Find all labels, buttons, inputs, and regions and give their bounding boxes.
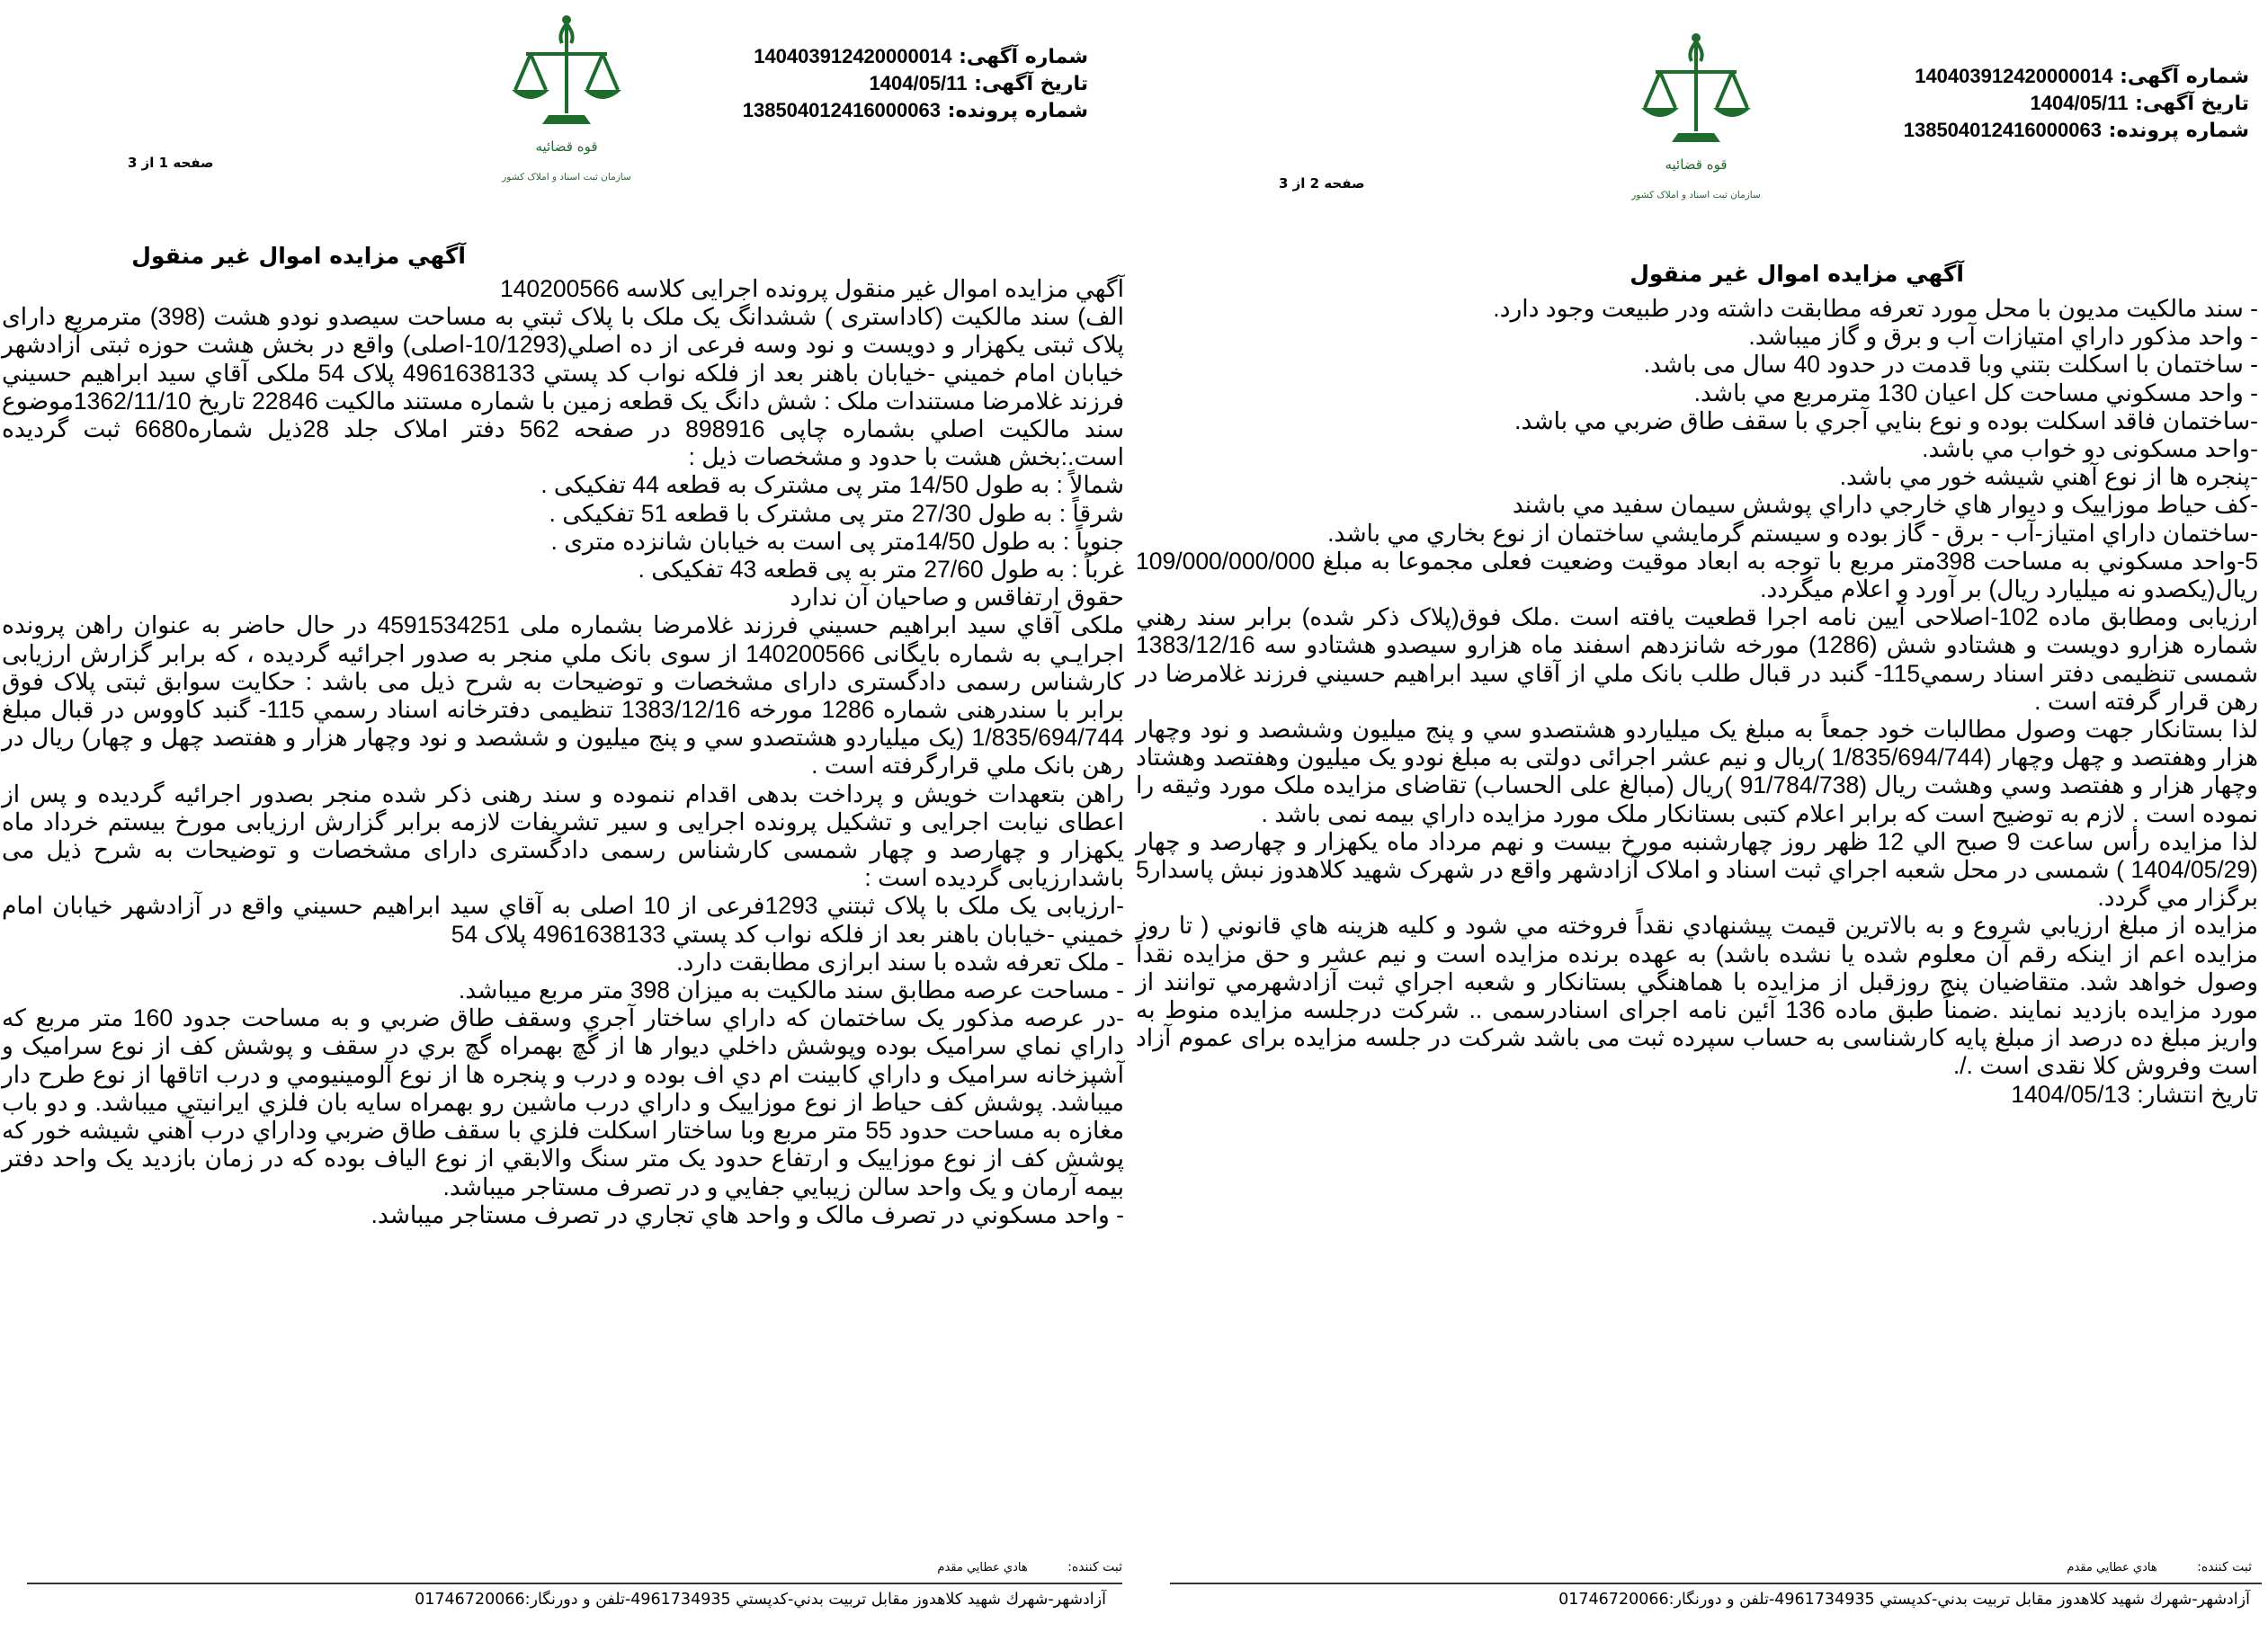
signer-block [937,1560,1122,1574]
notice-number-row: شماره آگهی: 140403912420000014 [1915,65,2249,88]
emblem-caption-top: قوه قضائیه [1665,156,1728,173]
body-paragraph: - واحد مسكوني مساحت کل اعیان 130 مترمربع مي باشد. [1693,379,2258,406]
notice-date: 1404/05/11 [869,72,968,94]
body-paragraph: - واحد مسکوني در تصرف مالک و واحد هاي تجاري در تصرف مستاجر میباشد. [371,1200,1124,1228]
page-number: صفحه 1 از 3 [128,155,214,171]
notice-date-row: تاریخ آگهی: 1404/05/11 [2030,92,2249,115]
body-paragraph: ارزيابی ومطابق ماده 102-اصلاحی آيين نامه اجرا قطعيت يافته است .ملک فوق(پلاک ذکر شده) برابر سند رهني شماره هزارو دویست و هشتادو شش (1286) مورخه شانزدهم اسفند ماه هزارو سیصدو هشتادو سه 1383/12/16 شمسی تنظيمی دفتر اسناد رسمي115- گنبد در قبال طلب بانک ملي از آقاي سيد ابراهيم حسيني فرزند غلامرضا در رهن قرار گرفته است . [1136,603,2258,715]
body-paragraph: الف) سند مالکيت (کاداستری ) ششدانگ یک ملک با پلاک ثبتي به مساحت سیصدو نودو هشت (398) مترمربع دارای پلاک ثبتی یکهزار و دویست و نود وسه فرعی از ده اصلي(10/1293-اصلی) واقع در بخش هشت حوزه ثبتی آزادشهر خیابان امام خمیني -خیابان باهنر بعد از فلکه نواب کد پستي 4961638133 پلاک 54 ملکی آقاي سيد ابراهيم حسيني فرزند غلامرضا مستندات ملک : شش دانگ یک قطعه زمین با شماره مستند مالکیت 22846 تاریخ 1362/11/10موضوع سند مالکیت اصلي بشماره چاپی 898916 در صفحه 562 دفتر املاک جلد 28ذیل شماره6680 ثبت گردیده است.:بخش هشت با حدود و مشخصات ذیل : [2,303,1125,471]
emblem-caption-bottom: سازمان ثبت اسناد و املاک کشور [1631,190,1761,201]
announcement-title: آگهي مزايده اموال غير منقول [131,243,466,269]
page-number: صفحه 2 از 3 [1279,175,1365,192]
body-paragraph: راهن بتعهدات خویش و پرداخت بدهی اقدام ننموده و سند رهنی ذکر شده منجر بصدور اجرائیه گردیده و پس از اعطای نیابت اجرایی و تشکیل پرونده اجرایی و سیر تشریفات لازمه برابر گزارش ارزیابی مورخ بیستم خرداد ماه یکهزار و چهارصد و چهار شمسی كارشناس رسمی دادگستری دارای مشخصات و توضیحات به شرح ذیل می باشدارزیابی گردیده است : [2,780,1124,892]
announcement-body [1136,295,2258,1109]
body-paragraph: -ارزیابی یک ملک با پلاک ثبتني 1293فرعی از 10 اصلی به آقاي سيد ابراهيم حسيني واقع در آزادشهر خیابان امام خمیني -خیابان باهنر بعد از فلکه نواب کد پستي 4961638133 پلاک 54 [2,892,1124,948]
signer-block [2067,1560,2252,1574]
body-paragraph: - مساحت عرصه مطابق سند مالکیت به میزان 398 متر مربع میباشد. [458,977,1124,1004]
body-paragraph: -در عرصه مذکور یک ساختمان که داراي ساختار آجري وسقف طاق ضربي و به مساحت جدود 160 متر مربع که داراي نماي سرامیک بوده وپوشش داخلي دیوار ها از گچ بهمراه گچ بري در سقف و پوشش کف از نوع سرامیک و آشپزخانه سرامیک و داراي کابینت ام دي اف بوده و درب و پنجره ها از نوع آلومینیومي و درب اتاقها از نوع طرح دار میباشد. پوشش کف حیاط از نوع موزاییک و داراي درب ماشین رو بهمراه سایه بان فلزي ایرانیتي میباشد. و دو باب مغازه به مساحت حدود 55 متر مربع وبا ساختار اسکلت فلزي با سقف طاق ضربي وداراي درب آهني شیشه خور که پوشش کف از نوع موزاییک و ارتفاع حدود یک متر سنگ والابقي از نوع الیاف بوده که در زمان بازدید یک واحد دفتر بیمه آرمان و یک واحد سالن زیبایي جفایي و در تصرف مستاجر میباشد. [2,1004,1125,1200]
announcement-page-2 [1134,0,2268,1641]
emblem-caption-bottom: سازمان ثبت اسناد و املاک کشور [502,172,631,183]
case-number: 138504012416000063 [742,99,941,121]
body-paragraph: - ساختمان با اسکلت بتني وبا قدمت در حدود 40 سال می باشد. [1643,351,2258,379]
footer-address: آزادشهر-شهرك شهيد كلاهدوز مقابل تربيت بدني-كدپستي 4961734935-تلفن و دورنگار:01746720066 [415,1591,1106,1609]
body-paragraph: شرقاً : به طول 27/30 متر پی مشترک با قطعه 51 تفکیکی . [549,499,1124,527]
signer-label: ثبت کننده: [2197,1560,2252,1574]
publish-date-label: تاريخ انتشار: [2137,1080,2258,1108]
announcement-body [2,275,1124,1229]
body-paragraph: - سند مالکيت مديون با محل مورد تعرفه مطابقت داشته ودر طبیعت وجود دارد. [1493,295,2258,322]
footer-divider [27,1583,1122,1584]
body-paragraph: غرباً : به طول 27/60 متر به پی قطعه 43 تفکیکی . [638,556,1124,584]
notice-meta [743,43,1088,124]
body-paragraph: -پنجره ها از نوع آهني شیشه خور مي باشد. [1839,463,2258,491]
judiciary-emblem-icon [1629,25,1764,205]
announcement-title: آگهي مزايده اموال غير منقول [1630,261,1964,287]
body-paragraph: 5-واحد مسکوني به مساحت 398متر مربع با توجه به ابعاد موقيت وضعيت فعلی مجموعا به مبلغ 109/000/000/000 ریال(یکصدو نه میلیارد ریال) بر آورد و اعلام ميگردد. [1136,547,2258,603]
body-paragraph: - واحد مذكور داراي امتيازات آب و برق و گاز ميباشد. [1748,323,2258,351]
publish-date-row [1136,1081,2258,1109]
case-number-row: شماره پرونده: 138504012416000063 [742,99,1088,122]
body-paragraph: -ساختمان داراي امتياز-آب - برق - گاز بوده و سيستم گرمايشي ساختمان از نوع بخاري مي باشد. [1327,519,2258,547]
body-paragraph: جنوباً : به طول 14/50متر پی است به خیابان شانزده متری . [550,527,1124,555]
signer-name: هادي عطايي مقدم [937,1561,1028,1574]
body-paragraph: -کف حياط موزاييک و ديوار هاي خارجي داراي پوشش سيمان سفيد مي باشند [1512,491,2258,519]
body-paragraph: لذا بستانکار جهت وصول مطالبات خود جمعاً به مبلغ يک ميلياردو هشتصدو سي و پنج ميليون وششصد و نود وچهار هزار وهفتصد و چهل وچهار (1/835/694/744 )ريال و نيم عشر اجرائی دولتی به مبلغ نودو یک میلیون وهفتصد وهشتاد وچهار هزار و هفتصد وسي وهشت ريال (91/784/738 )ريال (مبالغ علی الحساب) تقاضای مزايده ملک مورد وثيقه را نموده است . لازم به توضيح است که برابر اعلام کتبی بستانکار ملک مورد مزايده داراي بيمه نمی باشد . [1136,716,2259,827]
footer-address: آزادشهر-شهرك شهيد كلاهدوز مقابل تربيت بدني-كدپستي 4961734935-تلفن و دورنگار:01746720066 [1558,1591,2250,1609]
notice-number: 140403912420000014 [1915,65,2113,87]
judiciary-emblem-icon [499,7,634,187]
body-paragraph: ملکی آقاي سيد ابراهيم حسيني فرزند غلامرضا بشماره ملی 4591534251 در حال حاضر به عنوان راهن پرونده اجرایـي به شماره بایگانی 140200566 از سوی بانک ملي منجر به صدور اجرائیه گردیده ، كه برابر گزارش ارزیابی کارشناس رسمی دادگستری دارای مشخصات و توضیحات به شرح ذیل می باشد : حکایت سوابق ثبتی پلاک فوق برابر با سندرهنی شماره 1286 مورخه 1383/12/16 تنظیمی دفترخانه اسناد رسمي 115- گنبد کاووس در قبال مبلغ 1/835/694/744 (یک میلیاردو هشتصدو سي و پنج میلیون و ششصد و نود وچهار هزار و هفتصد چهل و چهار) ریال در رهن بانک ملي قرارگرفته است . [2,611,1125,780]
notice-date: 1404/05/11 [2030,92,2129,114]
case-number-row: شماره پرونده: 138504012416000063 [1903,119,2249,142]
signer-label: ثبت کننده: [1067,1560,1122,1574]
notice-meta [1904,63,2249,144]
body-paragraph: آگهي مزايده اموال غير منقول پرونده اجرایی کلاسه 140200566 [499,275,1124,302]
body-paragraph: - ملک تعرفه شده با سند ابرازی مطابقت دارد. [676,948,1124,976]
signer-name: هادي عطايي مقدم [2067,1561,2157,1574]
body-paragraph: شمالاً : به طول 14/50 متر پی مشترک به قطعه 44 تفکیکی . [540,471,1124,499]
notice-number: 140403912420000014 [754,45,952,67]
notice-date-row: تاریخ آگهی: 1404/05/11 [869,72,1088,95]
footer-divider [1170,1583,2262,1584]
emblem-caption-top: قوه قضائیه [535,138,598,155]
body-paragraph: -ساختمان فاقد اسکلت بوده و نوع بنایي آجري با سقف طاق ضربي مي باشد. [1514,406,2258,434]
publish-date: 1404/05/13 [2011,1080,2130,1108]
body-paragraph: حقوق ارتفاقس و صاحیان آن ندارد [790,584,1124,611]
body-paragraph: مزایده از مبلغ ارزیابي شروع و به بالاترين قيمت پيشنهادي نقداً فروخته مي شود و کليه هزينه هاي قانوني ( تا روز مزایده اعم از اینکه رقم آن معلوم شده یا نشده باشد) به عهده برنده مزایده است و نیم عشر و حق مزایده نقداً وصول خواهد شد. متقاضیان پنج روزقبل از مزایده با هماهنگي بستانکار و شعبه اجراي ثبت آزادشهرمي توانند از مورد مزايده بازديد نمایند .ضمناً طبق ماده 136 آئین نامه اجرای اسنادرسمی .. شركت درجلسه مزایده منوط به واریز مبلغ ده درصد از مبلغ پایه كارشناسی به حساب سپرده ثبت می باشد شركت در جلسه مزایده برای عموم آزاد است وفروش كلا نقدی است ./. [1136,912,2258,1080]
body-paragraph: -واحد مسکونی دو خواب مي باشد. [1922,435,2258,463]
body-paragraph: لذا مزايده رأس ساعت 9 صبح الي 12 ظهر روز چهارشنبه مورخ بیست و نهم مرداد ماه يکهزار و چهارصد و چهار (1404/05/29 ) شمسی در محل شعبه اجراي ثبت اسناد و املاک آزادشهر واقع در شهرک شهيد کلاهدوز نبش پاسدار5 برگزار مي گردد. [1136,827,2259,912]
notice-number-row: شماره آگهی: 140403912420000014 [754,45,1088,68]
case-number: 138504012416000063 [1903,119,2102,141]
